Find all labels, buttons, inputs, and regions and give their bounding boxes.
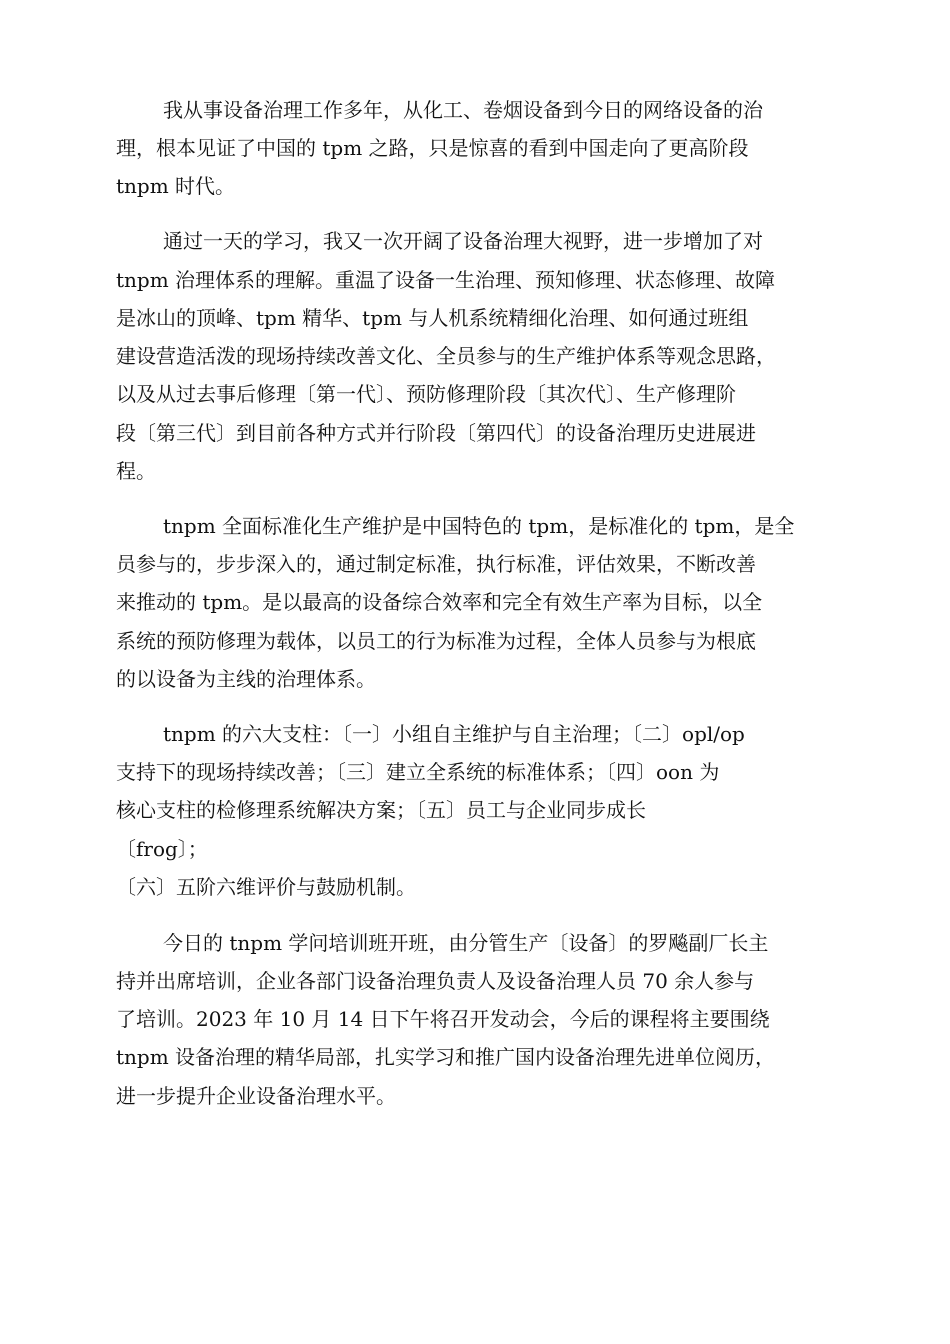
text-line: 我从事设备治理工作多年，从化工、卷烟设备到今日的网络设备的治 [163, 98, 763, 122]
text-line: tnpm 全面标准化生产维护是中国特色的 tpm，是标准化的 tpm，是全 [163, 514, 795, 538]
text-line: 理，根本见证了中国的 tpm 之路，只是惊喜的看到中国走向了更高阶段 [116, 136, 749, 160]
text-line: tnpm 设备治理的精华局部，扎实学习和推广国内设备治理先进单位阅历， [116, 1045, 776, 1069]
text-line: 通过一天的学习，我又一次开阔了设备治理大视野，进一步增加了对 [163, 229, 763, 253]
text-line: 〔六〕五阶六维评价与鼓励机制。 [116, 875, 416, 899]
text-line: tnpm 的六大支柱：〔一〕小组自主维护与自主治理；〔二〕opl/op [163, 722, 745, 746]
text-line: 系统的预防修理为载体，以员工的行为标准为过程，全体人员参与为根底 [116, 629, 756, 653]
text-line: 程。 [116, 459, 156, 483]
text-line: tnpm 治理体系的理解。重温了设备一生治理、预知修理、状态修理、故障 [116, 268, 776, 292]
text-line: 段〔第三代〕到目前各种方式并行阶段〔第四代〕的设备治理历史进展进 [116, 421, 756, 445]
text-line: 是冰山的顶峰、tpm 精华、tpm 与人机系统精细化治理、如何通过班组 [116, 306, 749, 330]
text-line: 的以设备为主线的治理体系。 [116, 667, 376, 691]
text-line: 持并出席培训，企业各部门设备治理负责人及设备治理人员 70 余人参与 [116, 969, 755, 993]
text-line: 今日的 tnpm 学问培训班开班，由分管生产〔设备〕的罗飚副厂长主 [163, 931, 769, 955]
text-line: 建设营造活泼的现场持续改善文化、全员参与的生产维护体系等观念思路， [116, 344, 776, 368]
text-line: 以及从过去事后修理〔第一代〕、预防修理阶段〔其次代〕、生产修理阶 [116, 382, 736, 406]
text-line: 支持下的现场持续改善；〔三〕建立全系统的标准体系；〔四〕oon 为 [116, 760, 720, 784]
text-line: 员参与的，步步深入的，通过制定标准，执行标准，评估效果，不断改善 [116, 552, 756, 576]
text-line: 核心支柱的检修理系统解决方案；〔五〕员工与企业同步成长 [116, 798, 646, 822]
text-line: 了培训。2023 年 10 月 14 日下午将召开发动会，今后的课程将主要围绕 [116, 1007, 770, 1031]
text-line: 〔frog〕； [116, 837, 208, 861]
text-line: tnpm 时代。 [116, 174, 236, 198]
text-line: 来推动的 tpm。是以最高的设备综合效率和完全有效生产率为目标，以全 [116, 590, 763, 614]
text-line: 进一步提升企业设备治理水平。 [116, 1084, 396, 1108]
